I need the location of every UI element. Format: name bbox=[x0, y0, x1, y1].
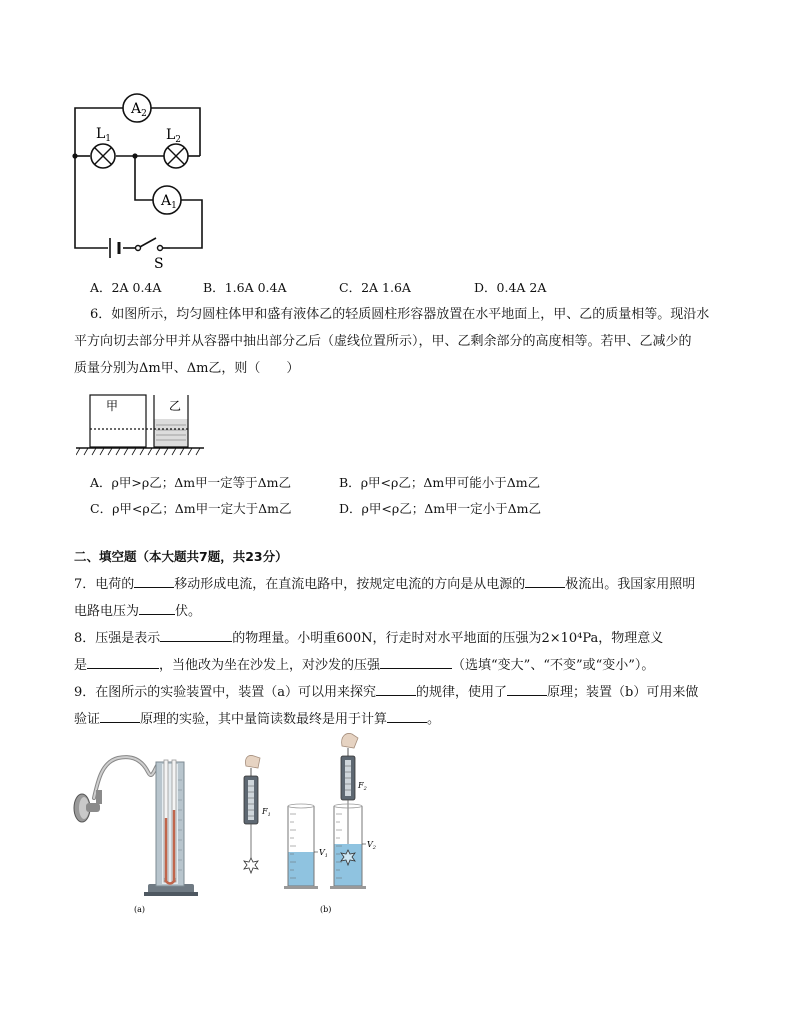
label-f1: $F_1$ bbox=[262, 807, 271, 818]
section-heading-fill-in: 二、填空题（本大题共7题，共23分） bbox=[74, 549, 288, 564]
q8-blank-3[interactable] bbox=[380, 656, 452, 669]
q6-option-b: B．ρ甲<ρ乙；Δm甲可能小于Δm乙 bbox=[339, 475, 541, 490]
caption-a: (a) bbox=[134, 905, 146, 914]
q5-option-c: C．2A 1.6A bbox=[339, 280, 411, 295]
spring-scale-2 bbox=[341, 748, 355, 850]
switch-label: S bbox=[154, 256, 164, 272]
lamp-l2 bbox=[164, 127, 188, 168]
caption-b: (b) bbox=[320, 905, 332, 914]
svg-text:L2: $L_2$ bbox=[166, 127, 182, 145]
q9-blank-4[interactable] bbox=[387, 710, 427, 723]
star-object bbox=[244, 858, 258, 873]
label-jia: 甲 bbox=[106, 399, 119, 413]
q7-blank-1[interactable] bbox=[134, 575, 174, 588]
figure-a-manometer bbox=[66, 750, 226, 920]
q6-option-d: D．ρ甲<ρ乙；Δm甲一定小于Δm乙 bbox=[339, 501, 541, 516]
q5-option-a: A．2A 0.4A bbox=[90, 280, 162, 295]
ammeter-a1-label: $A_1$ bbox=[161, 193, 177, 211]
q5-option-b: B．1.6A 0.4A bbox=[203, 280, 287, 295]
hand-1 bbox=[245, 755, 260, 768]
q9-line-2: 验证 原理的实验，其中量筒读数最终是用于计算 。 bbox=[74, 712, 441, 727]
q8-line-2: 是 ，当他改为坐在沙发上，对沙发的压强 （选填“变大”、“不变”或“变小”）。 bbox=[74, 658, 655, 673]
svg-text:L1: $L_1$ bbox=[96, 126, 112, 144]
q6-diagram bbox=[76, 393, 204, 461]
q8-blank-2[interactable] bbox=[87, 656, 159, 669]
ground-hatch bbox=[76, 448, 200, 455]
q6-option-a: A．ρ甲>ρ乙；Δm甲一定等于Δm乙 bbox=[90, 475, 291, 490]
label-yi: 乙 bbox=[169, 399, 182, 413]
q7-line-1: 7．电荷的 移动形成电流，在直流电路中，按规定电流的方向是从电源的 极流出。我国家用照明 bbox=[74, 577, 696, 592]
q9-blank-2[interactable] bbox=[507, 683, 547, 696]
q9-blank-1[interactable] bbox=[376, 683, 416, 696]
ammeter-a2 bbox=[123, 94, 151, 122]
label-v2: $V_2$ bbox=[367, 840, 376, 851]
hand-2 bbox=[342, 734, 358, 749]
lamp-l1 bbox=[91, 126, 115, 168]
figure-b-archimedes bbox=[230, 730, 400, 920]
q9-line-1: 9．在图所示的实验装置中，装置（a）可以用来探究 的规律，使用了 原理；装置（b）可用来做 bbox=[74, 685, 699, 700]
q8-line-1: 8．压强是表示 的物理量。小明重600N，行走时对水平地面的压强为2×10⁴Pa，物理意义 bbox=[74, 631, 664, 646]
q9-blank-3[interactable] bbox=[100, 710, 140, 723]
q7-blank-2[interactable] bbox=[525, 575, 565, 588]
label-v1: $V_1$ bbox=[319, 848, 328, 859]
q7-line-2: 电路电压为 伏。 bbox=[74, 604, 202, 619]
q6-line-3: 质量分别为Δm甲、Δm乙，则（ ） bbox=[74, 361, 300, 376]
label-f2: $F_2$ bbox=[358, 781, 367, 792]
probe-head bbox=[74, 790, 102, 822]
spring-scale-1 bbox=[244, 768, 258, 858]
q6-option-c: C．ρ甲<ρ乙；Δm甲一定大于Δm乙 bbox=[90, 501, 292, 516]
circuit-diagram bbox=[60, 88, 220, 273]
q6-line-2: 平方向切去部分甲并从容器中抽出部分乙后（虚线位置所示），甲、乙剩余部分的高度相等。若甲、乙减少的 bbox=[74, 334, 692, 349]
graduated-cylinder-1 bbox=[284, 804, 318, 889]
q7-blank-3[interactable] bbox=[139, 602, 175, 615]
q8-blank-1[interactable] bbox=[160, 629, 232, 642]
ammeter-a1 bbox=[153, 186, 181, 214]
q6-line-1: 6．如图所示，均匀圆柱体甲和盛有液体乙的轻质圆柱形容器放置在水平地面上，甲、乙的质量相等。现沿水 bbox=[90, 307, 710, 322]
ammeter-a2-label: $A_2$ bbox=[131, 101, 147, 119]
q5-option-d: D．0.4A 2A bbox=[474, 280, 547, 295]
